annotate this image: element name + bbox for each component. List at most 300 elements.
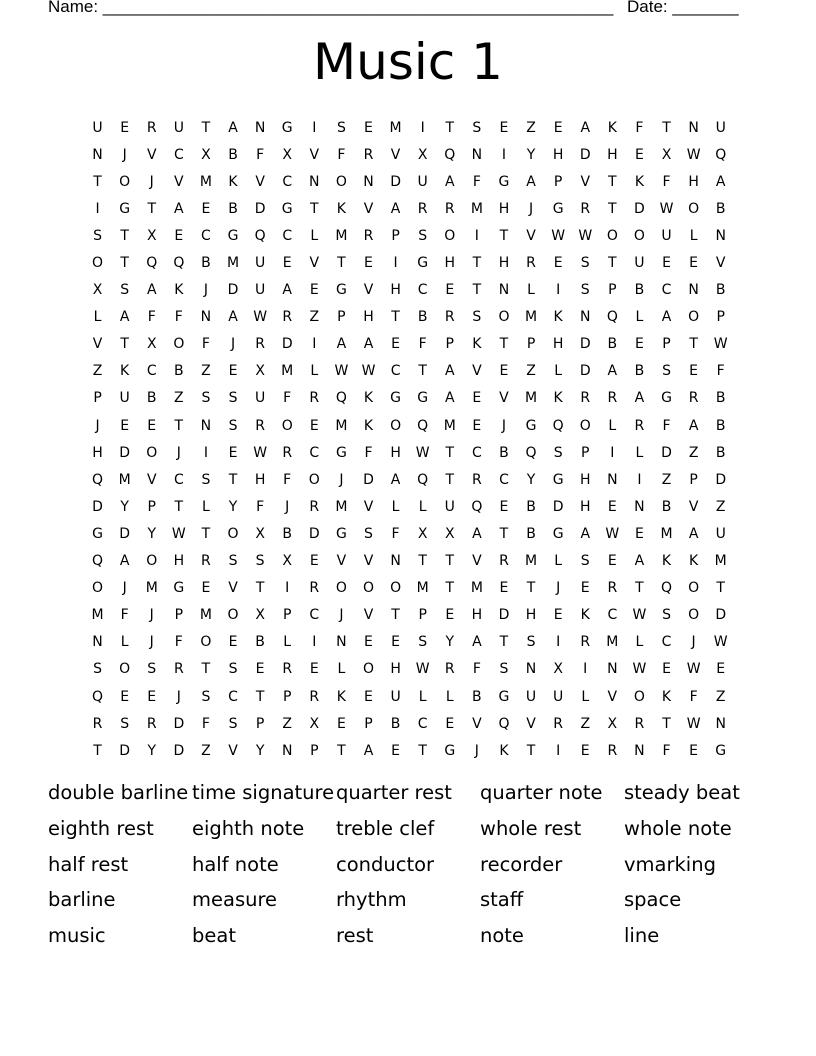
grid-letter: V <box>472 363 482 380</box>
grid-letter: T <box>445 119 455 136</box>
grid-letter: N <box>607 661 618 678</box>
grid-letter: W <box>632 607 647 624</box>
grid-letter: G <box>119 200 131 217</box>
grid-letter: S <box>93 661 102 678</box>
grid-letter: O <box>146 444 158 461</box>
grid-letter: R <box>309 498 320 515</box>
grid-letter: J <box>176 444 181 461</box>
grid-letter: G <box>173 580 185 597</box>
grid-letter: A <box>634 390 645 407</box>
grid-letter: S <box>201 390 211 407</box>
grid-letter: F <box>256 146 265 163</box>
grid-letter: D <box>390 173 401 190</box>
grid-letter: O <box>200 634 212 651</box>
grid-letter: E <box>472 390 482 407</box>
grid-letter: Q <box>335 390 347 407</box>
grid-letter: S <box>472 119 482 136</box>
grid-letter: V <box>92 336 103 353</box>
grid-letter: P <box>391 227 400 244</box>
grid-letter: Q <box>498 715 510 732</box>
grid-letter: R <box>688 390 699 407</box>
grid-letter: S <box>580 282 590 299</box>
grid-letter: P <box>662 336 671 353</box>
grid-letter: O <box>119 173 131 190</box>
grid-letter: T <box>526 580 536 597</box>
grid-letter: S <box>336 119 346 136</box>
grid-letter: A <box>444 363 455 380</box>
grid-letter: L <box>527 282 535 299</box>
grid-letter: D <box>227 282 239 299</box>
grid-letter: V <box>174 173 184 190</box>
grid-letter: R <box>634 417 645 434</box>
grid-letter: X <box>607 715 618 732</box>
grid-letter: A <box>580 119 591 136</box>
grid-letter: T <box>608 255 617 272</box>
word-bank-item: quarter note <box>480 781 603 804</box>
grid-letter: O <box>390 580 402 597</box>
grid-letter: O <box>281 417 293 434</box>
grid-letter: E <box>662 255 671 272</box>
grid-letter: T <box>418 742 427 759</box>
grid-letter: M <box>525 309 538 326</box>
grid-letter: D <box>634 200 645 217</box>
grid-letter: R <box>282 444 293 461</box>
grid-letter: X <box>553 661 563 678</box>
grid-letter: W <box>334 363 349 380</box>
grid-letter: Q <box>92 553 104 570</box>
grid-letter: U <box>390 688 401 705</box>
grid-letter: A <box>444 390 455 407</box>
grid-letter: Y <box>526 146 536 163</box>
grid-letter: N <box>715 715 726 732</box>
grid-letter: E <box>120 417 130 434</box>
grid-letter: N <box>363 173 374 190</box>
word-bank-item: half rest <box>48 852 129 876</box>
grid-letter: A <box>363 336 374 353</box>
grid-letter: G <box>552 200 564 217</box>
grid-letter: R <box>173 661 184 678</box>
grid-letter: X <box>255 363 265 380</box>
grid-letter: C <box>146 363 157 380</box>
grid-letter: H <box>390 444 401 461</box>
grid-letter: J <box>149 634 154 651</box>
grid-letter: R <box>444 661 455 678</box>
grid-letter: B <box>201 255 211 272</box>
grid-letter: R <box>255 417 265 434</box>
grid-letter: R <box>607 390 618 407</box>
grid-letter: Y <box>445 634 455 651</box>
grid-letter: F <box>201 715 210 732</box>
grid-letter: T <box>445 471 455 488</box>
grid-letter: E <box>228 634 238 651</box>
grid-letter: N <box>607 471 618 488</box>
grid-letter: K <box>472 336 482 353</box>
grid-letter: T <box>310 200 319 217</box>
grid-letter: I <box>501 146 507 163</box>
grid-letter: B <box>634 363 645 380</box>
grid-letter: N <box>92 634 103 651</box>
grid-letter: T <box>174 498 184 515</box>
grid-letter: T <box>472 282 482 299</box>
grid-letter: S <box>580 553 590 570</box>
grid-letter: L <box>93 309 102 326</box>
grid-letter: P <box>716 309 725 326</box>
word-bank <box>48 775 768 954</box>
grid-letter: P <box>337 309 346 326</box>
grid-letter: X <box>417 525 428 542</box>
grid-letter: V <box>688 498 699 515</box>
grid-letter: S <box>93 227 102 244</box>
grid-letter: H <box>363 309 374 326</box>
grid-letter: A <box>390 200 401 217</box>
grid-letter: Z <box>580 715 591 732</box>
grid-letter: D <box>308 525 320 542</box>
grid-letter: T <box>201 119 211 136</box>
grid-letter: W <box>686 146 701 163</box>
grid-letter: Q <box>606 309 618 326</box>
grid-letter: Z <box>715 688 726 705</box>
grid-letter: E <box>201 580 211 597</box>
grid-letter: G <box>417 255 429 272</box>
grid-letter: N <box>471 146 483 163</box>
grid-letter: S <box>201 688 211 705</box>
grid-letter: O <box>173 336 185 353</box>
grid-letter: K <box>336 200 346 217</box>
grid-letter: Z <box>688 444 699 461</box>
grid-letter: C <box>661 282 672 299</box>
grid-letter: H <box>552 146 564 163</box>
grid-letter: O <box>362 661 374 678</box>
grid-letter: E <box>120 688 130 705</box>
grid-letter: L <box>689 227 698 244</box>
grid-letter: Q <box>92 688 104 705</box>
grid-letter: L <box>554 363 563 380</box>
grid-letter: G <box>92 525 103 542</box>
grid-letter: J <box>122 146 127 163</box>
name-field-line: Name: ______________________________________________________ <box>48 0 614 16</box>
grid-letter: L <box>418 498 427 515</box>
grid-letter: A <box>336 336 347 353</box>
grid-letter: I <box>393 255 398 272</box>
grid-letter: T <box>418 553 427 570</box>
date-field-line: Date: _______ <box>627 0 739 16</box>
grid-letter: H <box>390 661 401 678</box>
grid-letter: A <box>174 200 184 217</box>
grid-letter: D <box>119 742 131 759</box>
grid-letter: V <box>228 580 238 597</box>
grid-letter: V <box>526 715 536 732</box>
grid-letter: C <box>309 444 320 461</box>
grid-letter: B <box>715 417 726 434</box>
grid-letter: G <box>335 444 347 461</box>
grid-letter: B <box>146 390 157 407</box>
grid-letter: I <box>312 634 317 651</box>
page-title: Music 1 <box>313 33 503 91</box>
word-bank-item: steady beat <box>624 781 740 804</box>
grid-letter: L <box>635 634 644 651</box>
grid-letter: X <box>201 146 211 163</box>
grid-letter: F <box>147 309 156 326</box>
word-bank-item: staff <box>480 888 524 912</box>
grid-letter: N <box>498 282 510 299</box>
grid-letter: K <box>634 173 645 190</box>
grid-letter: G <box>525 417 537 434</box>
grid-letter: F <box>337 146 346 163</box>
word-bank-item: eighth rest <box>48 816 154 840</box>
grid-letter: R <box>634 715 645 732</box>
grid-letter: E <box>662 661 671 678</box>
grid-letter: O <box>579 417 591 434</box>
word-bank-item: note <box>480 924 524 948</box>
grid-letter: L <box>310 363 319 380</box>
grid-letter: R <box>146 715 157 732</box>
grid-letter: B <box>526 525 536 542</box>
grid-letter: E <box>255 661 265 678</box>
grid-letter: A <box>390 471 401 488</box>
grid-letter: Y <box>526 471 536 488</box>
grid-letter: O <box>688 607 700 624</box>
grid-letter: H <box>552 336 564 353</box>
grid-letter: E <box>716 661 726 678</box>
grid-letter: V <box>363 553 374 570</box>
grid-letter: H <box>498 255 510 272</box>
grid-letter: J <box>176 688 181 705</box>
grid-letter: G <box>498 688 510 705</box>
grid-letter: V <box>228 742 238 759</box>
grid-letter: Y <box>255 742 265 759</box>
grid-letter: E <box>174 227 184 244</box>
grid-letter: T <box>445 553 455 570</box>
grid-letter: S <box>418 227 428 244</box>
grid-letter: L <box>635 309 644 326</box>
grid-letter: E <box>553 607 563 624</box>
grid-letter: L <box>391 498 400 515</box>
grid-letter: I <box>420 119 425 136</box>
grid-letter: N <box>688 119 699 136</box>
grid-letter: E <box>309 553 319 570</box>
grid-letter: O <box>227 525 239 542</box>
grid-letter: Y <box>228 498 238 515</box>
grid-letter: D <box>92 498 103 515</box>
grid-letter: V <box>309 146 320 163</box>
word-bank-item: recorder <box>480 852 563 876</box>
grid-letter: E <box>689 363 699 380</box>
grid-letter: A <box>661 309 672 326</box>
grid-letter: E <box>201 200 211 217</box>
grid-letter: N <box>634 498 645 515</box>
grid-letter: V <box>526 227 536 244</box>
grid-letter: L <box>120 634 129 651</box>
grid-letter: K <box>363 390 374 407</box>
grid-letter: A <box>472 525 482 542</box>
word-bank-item: conductor <box>336 852 435 876</box>
grid-letter: X <box>255 525 265 542</box>
grid-letter: V <box>472 715 482 732</box>
grid-letter: T <box>689 336 698 353</box>
grid-letter: R <box>499 553 509 570</box>
grid-letter: O <box>227 607 239 624</box>
grid-letter: O <box>498 309 510 326</box>
grid-letter: D <box>661 444 672 461</box>
grid-letter: B <box>417 309 428 326</box>
grid-letter: H <box>92 444 103 461</box>
grid-letter: Z <box>526 119 536 136</box>
grid-letter: M <box>226 255 240 272</box>
grid-letter: X <box>417 146 428 163</box>
grid-letter: X <box>444 525 455 542</box>
grid-letter: V <box>363 607 374 624</box>
grid-letter: W <box>171 525 186 542</box>
grid-letter: U <box>634 255 645 272</box>
grid-letter: B <box>715 282 726 299</box>
grid-letter: B <box>499 444 509 461</box>
grid-letter: J <box>149 607 154 624</box>
grid-letter: G <box>335 525 347 542</box>
grid-letter: F <box>418 336 427 353</box>
grid-letter: G <box>417 390 429 407</box>
grid-letter: S <box>662 607 671 624</box>
grid-letter: N <box>715 227 726 244</box>
grid-letter: G <box>281 119 293 136</box>
grid-letter: C <box>471 444 482 461</box>
grid-letter: P <box>608 282 617 299</box>
grid-letter: G <box>498 173 510 190</box>
grid-letter: U <box>119 390 130 407</box>
grid-letter: E <box>580 742 590 759</box>
grid-letter: P <box>282 607 292 624</box>
grid-letter: B <box>526 498 536 515</box>
grid-letter: J <box>149 173 154 190</box>
grid-letter: Z <box>92 363 103 380</box>
grid-letter: X <box>255 607 265 624</box>
grid-letter: T <box>391 309 400 326</box>
grid-letter: T <box>499 227 509 244</box>
grid-letter: R <box>607 742 618 759</box>
grid-letter: L <box>581 688 590 705</box>
grid-letter: K <box>499 742 509 759</box>
grid-letter: T <box>147 200 157 217</box>
grid-letter: S <box>553 444 563 461</box>
grid-letter: T <box>499 525 509 542</box>
grid-letter: E <box>634 146 644 163</box>
grid-letter: H <box>390 282 401 299</box>
grid-letter: P <box>310 742 319 759</box>
grid-letter: C <box>417 715 428 732</box>
grid-letter: D <box>715 471 727 488</box>
grid-letter: T <box>662 715 671 732</box>
grid-letter: S <box>499 661 509 678</box>
grid-letter: P <box>445 336 454 353</box>
grid-letter: J <box>339 471 344 488</box>
grid-letter: M <box>470 200 483 217</box>
grid-letter: Z <box>201 363 211 380</box>
grid-letter: I <box>556 282 561 299</box>
grid-letter: R <box>471 471 482 488</box>
grid-letter: W <box>686 715 701 732</box>
word-bank-item: vmarking <box>624 852 716 876</box>
grid-letter: V <box>255 173 265 190</box>
grid-letter: R <box>309 580 320 597</box>
grid-letter: A <box>688 417 699 434</box>
grid-letter: M <box>606 634 619 651</box>
grid-letter: V <box>146 146 157 163</box>
grid-letter: V <box>309 255 320 272</box>
grid-letter: R <box>309 390 320 407</box>
grid-letter: Q <box>715 146 727 163</box>
grid-letter: W <box>713 336 728 353</box>
grid-letter: L <box>283 634 292 651</box>
grid-letter: B <box>715 200 726 217</box>
grid-letter: W <box>551 227 566 244</box>
grid-letter: V <box>336 553 347 570</box>
grid-letter: E <box>445 282 455 299</box>
grid-letter: L <box>608 417 617 434</box>
grid-letter: C <box>173 146 184 163</box>
grid-letter: B <box>255 634 265 651</box>
grid-letter: S <box>147 661 157 678</box>
grid-letter: E <box>689 255 699 272</box>
grid-letter: J <box>691 634 696 651</box>
grid-letter: W <box>361 363 376 380</box>
grid-letter: X <box>661 146 672 163</box>
grid-letter: N <box>200 417 212 434</box>
grid-letter: H <box>498 200 510 217</box>
grid-letter: P <box>526 336 536 353</box>
grid-letter: P <box>255 715 265 732</box>
grid-letter: R <box>282 309 293 326</box>
grid-letter: T <box>228 471 238 488</box>
grid-letter: Q <box>146 255 158 272</box>
grid-letter: T <box>635 580 644 597</box>
grid-letter: O <box>688 580 700 597</box>
grid-letter: U <box>254 390 266 407</box>
grid-letter: Q <box>471 498 483 515</box>
grid-letter: A <box>282 282 292 299</box>
grid-letter: K <box>689 553 699 570</box>
grid-letter: P <box>93 390 102 407</box>
grid-letter: G <box>281 200 293 217</box>
grid-letter: U <box>715 525 726 542</box>
grid-letter: P <box>553 173 563 190</box>
grid-letter: V <box>363 498 374 515</box>
grid-letter: U <box>553 688 564 705</box>
grid-letter: J <box>285 498 290 515</box>
grid-letter: C <box>499 471 509 488</box>
grid-letter: F <box>472 661 481 678</box>
grid-letter: W <box>253 444 268 461</box>
grid-letter: X <box>282 146 292 163</box>
word-search-grid <box>84 114 734 764</box>
grid-letter: E <box>228 444 238 461</box>
grid-letter: M <box>145 580 158 597</box>
grid-letter: P <box>689 471 698 488</box>
grid-letter: E <box>634 525 644 542</box>
grid-letter: G <box>444 742 456 759</box>
grid-letter: B <box>228 200 238 217</box>
grid-letter: L <box>554 553 563 570</box>
grid-letter: E <box>309 282 319 299</box>
grid-letter: N <box>281 742 293 759</box>
grid-letter: K <box>336 688 346 705</box>
grid-letter: W <box>578 227 593 244</box>
grid-letter: M <box>389 119 402 136</box>
grid-letter: N <box>634 742 645 759</box>
grid-letter: A <box>146 282 157 299</box>
grid-letter: H <box>688 173 699 190</box>
grid-letter: M <box>416 580 429 597</box>
grid-letter: D <box>254 200 266 217</box>
grid-letter: Q <box>417 471 429 488</box>
